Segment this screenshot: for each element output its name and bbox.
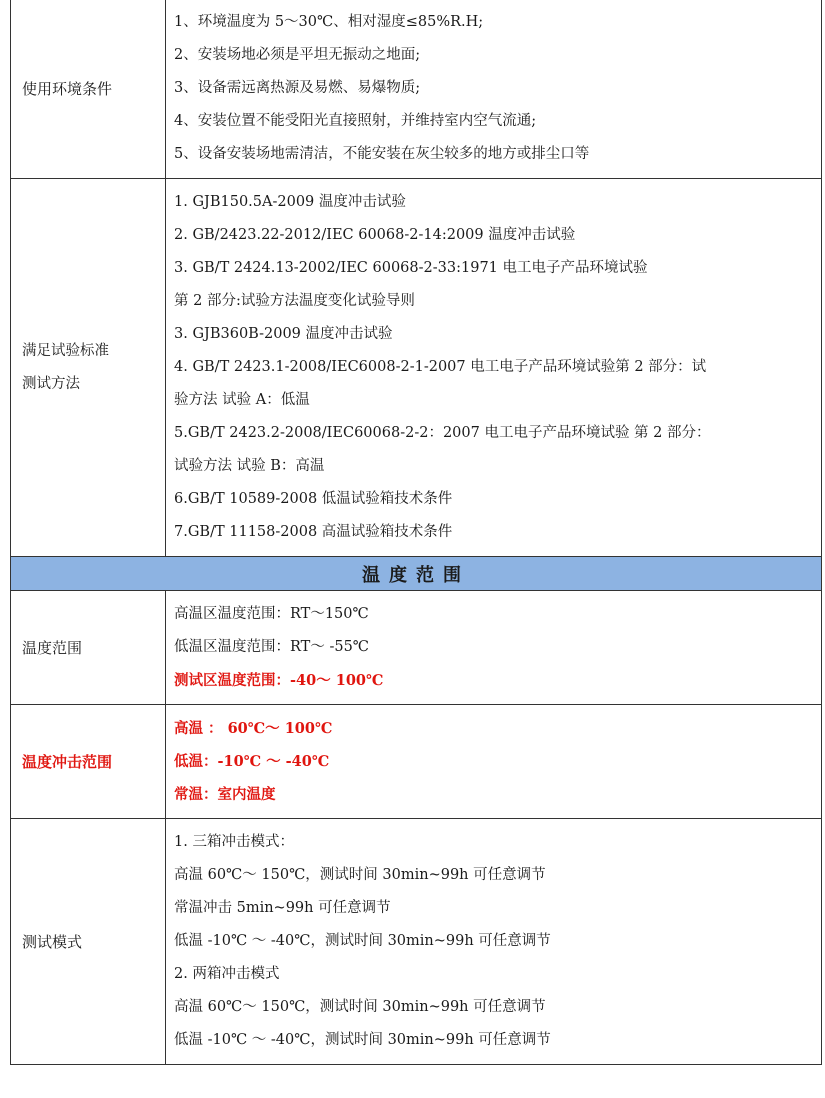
table-row-shock-range (11, 705, 822, 819)
section-header-temp-range: 温度范围 (11, 557, 822, 591)
list-item: 6.GB/T 10589-2008 低温试验箱技术条件 (174, 491, 453, 507)
row-label-standards-line1: 满足试验标准 (22, 342, 109, 359)
list-item: 1、环境温度为 5～30℃、相对湿度≤85%R.H; (174, 14, 484, 30)
list-item: 高温 60℃～ 150℃，测试时间 30min~99h 可任意调节 (174, 867, 546, 883)
list-item: 验方法 试验 A：低温 (174, 392, 310, 408)
list-item: 2. 两箱冲击模式 (174, 966, 280, 982)
list-item: 高温 ： 60℃～ 100℃ (174, 720, 333, 737)
list-item: 4、安装位置不能受阳光直接照射，并维持室内空气流通; (174, 113, 537, 129)
table-row-test-mode (11, 819, 822, 1065)
list-item: 5.GB/T 2423.2-2008/IEC60068-2-2：2007 电工电子产品环境试验 第 2 部分： (174, 425, 711, 441)
table-row-environment (11, 0, 822, 179)
list-item: 低温 -10℃ ～ -40℃，测试时间 30min~99h 可任意调节 (174, 933, 551, 949)
list-item: 高温 60℃～ 150℃，测试时间 30min~99h 可任意调节 (174, 999, 546, 1015)
list-item: 常温：室内温度 (174, 786, 276, 803)
section-header-row (11, 557, 822, 591)
test-zone-range-highlight: 测试区温度范围：-40～ 100℃ (174, 672, 384, 689)
list-item: 高温区温度范围：RT～150℃ (174, 606, 369, 622)
list-item: 1. 三箱冲击模式： (174, 834, 294, 850)
row-label-standards (11, 179, 166, 557)
list-item: 3. GB/T 2424.13-2002/IEC 60068-2-33:1971 电工电子产品环境试验 (174, 260, 648, 276)
list-item: 低温区温度范围：RT～ -55℃ (174, 639, 370, 655)
list-item: 常温冲击 5min~99h 可任意调节 (174, 900, 391, 916)
table-row-standards (11, 179, 822, 557)
list-item: 5、设备安装场地需清洁，不能安装在灰尘较多的地方或排尘口等 (174, 146, 590, 162)
row-content-temp-range (166, 591, 822, 705)
row-content-shock-range (166, 705, 822, 819)
list-item: 2、安装场地必须是平坦无振动之地面; (174, 47, 421, 63)
row-label-test-mode: 测试模式 (11, 819, 166, 1065)
row-label-environment: 使用环境条件 (11, 0, 166, 179)
list-item: 3、设备需远离热源及易燃、易爆物质; (174, 80, 421, 96)
list-item: 1. GJB150.5A-2009 温度冲击试验 (174, 194, 406, 210)
list-item: 4. GB/T 2423.1-2008/IEC6008-2-1-2007 电工电子产品环境试验第 2 部分：试 (174, 359, 707, 375)
list-item: 2. GB/2423.22-2012/IEC 60068-2-14:2009 温度冲击试验 (174, 227, 576, 243)
list-item: 7.GB/T 11158-2008 高温试验箱技术条件 (174, 524, 453, 540)
row-content-test-mode (166, 819, 822, 1065)
row-content-environment (166, 0, 822, 179)
list-item: 低温 -10℃ ～ -40℃，测试时间 30min~99h 可任意调节 (174, 1032, 551, 1048)
list-item: 试验方法 试验 B：高温 (174, 458, 325, 474)
list-item: 3. GJB360B-2009 温度冲击试验 (174, 326, 393, 342)
row-label-temp-range: 温度范围 (11, 591, 166, 705)
list-item: 低温：-10℃ ～ -40℃ (174, 753, 330, 770)
spec-table (10, 0, 822, 1065)
table-row-temp-range (11, 591, 822, 705)
row-label-standards-line2: 测试方法 (22, 375, 80, 392)
row-content-standards (166, 179, 822, 557)
row-label-shock-range: 温度冲击范围 (11, 705, 166, 819)
list-item: 第 2 部分:试验方法温度变化试验导则 (174, 293, 415, 309)
